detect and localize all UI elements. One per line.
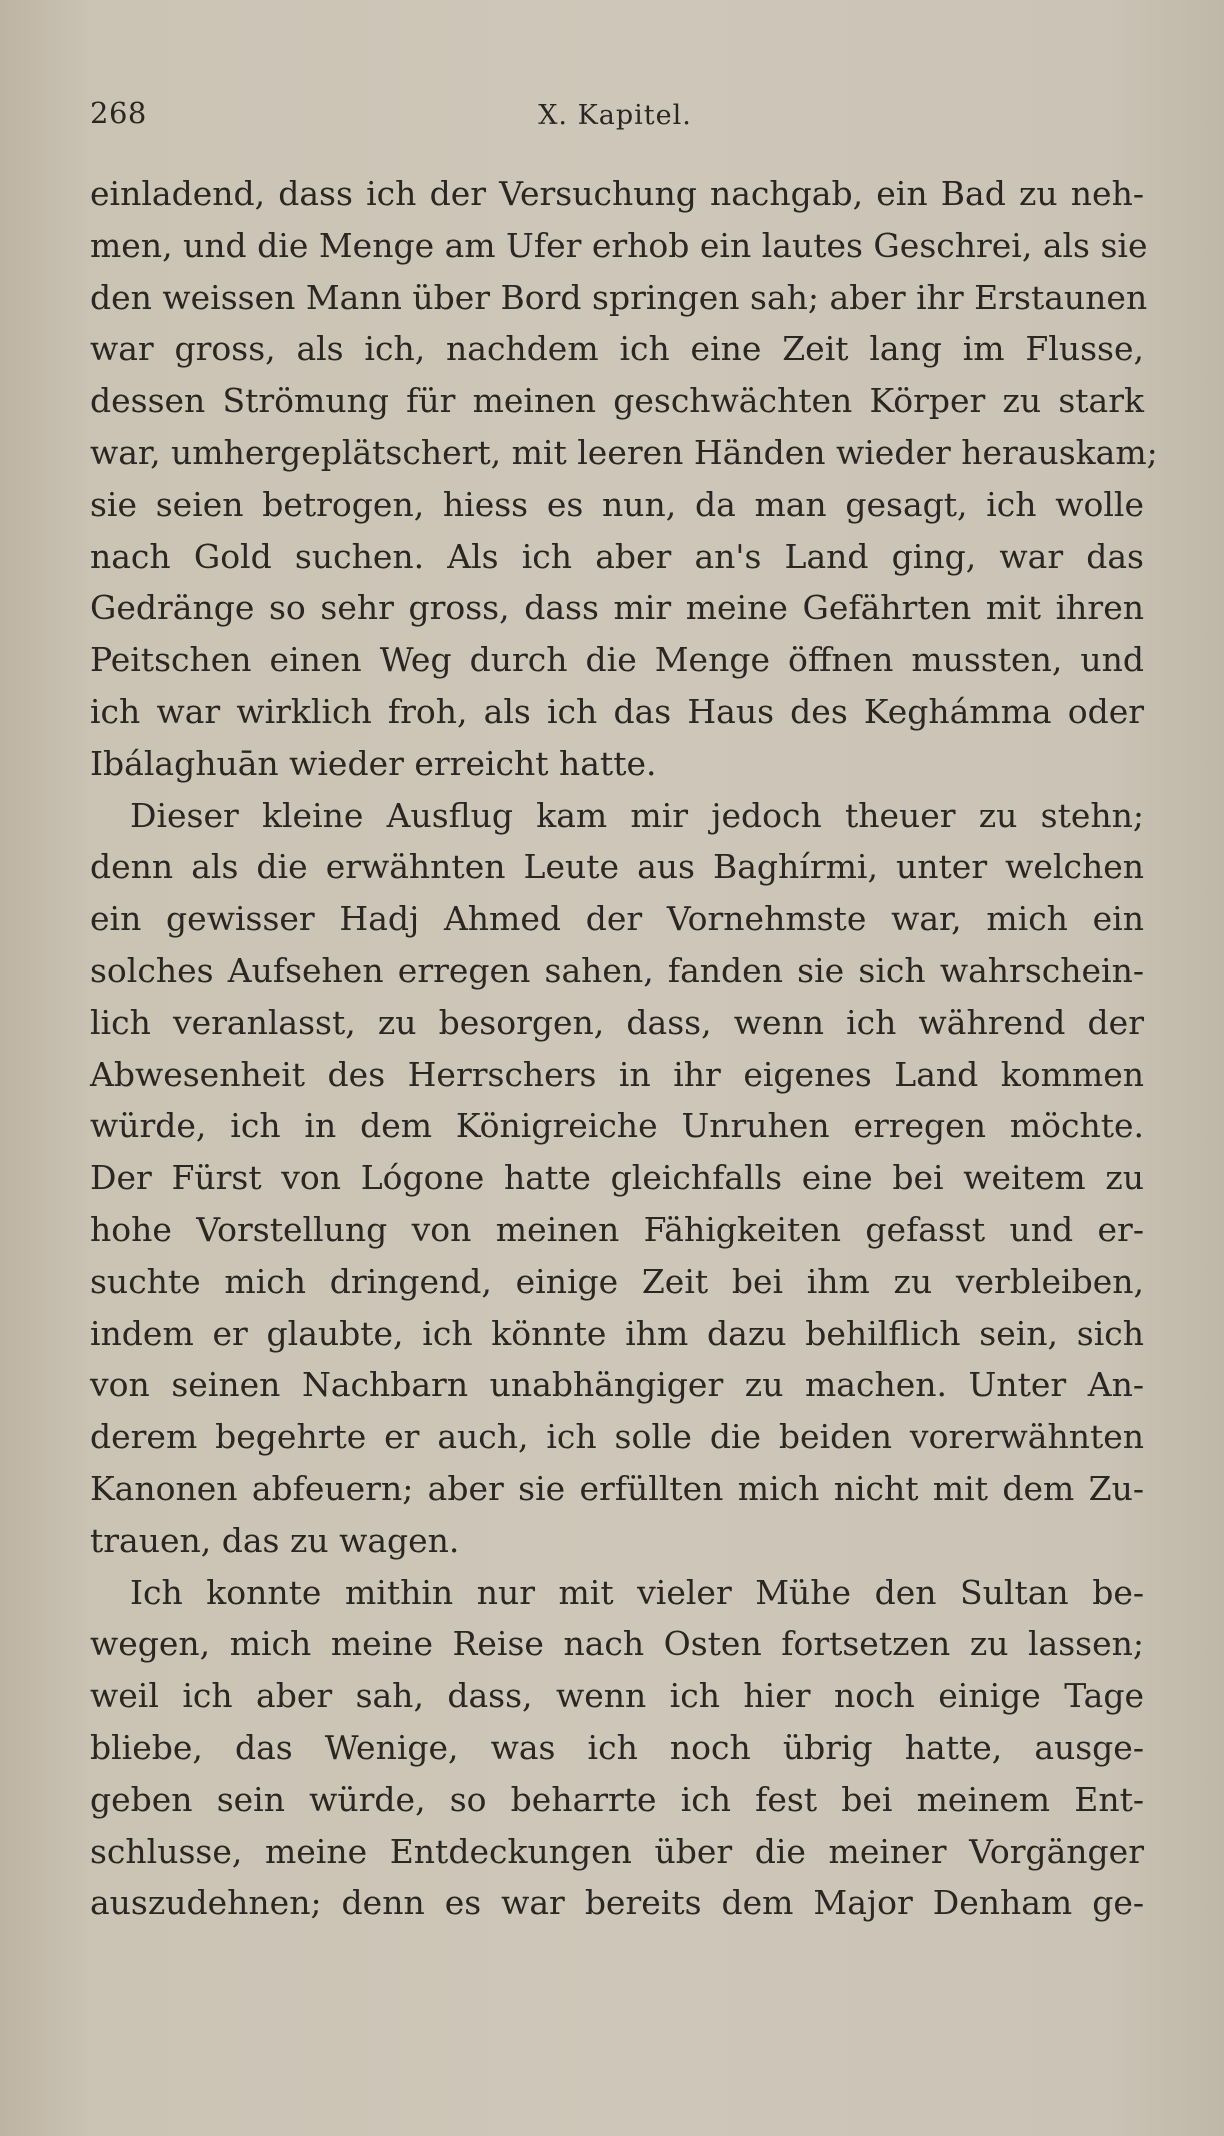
text-line: denn als die erwähnten Leute aus Baghírmi, unter welchen: [90, 847, 1144, 887]
text-line: weil ich aber sah, dass, wenn ich hier noch einige Tage: [90, 1676, 1144, 1716]
text-line: Ich konnte mithin nur mit vieler Mühe den Sultan be-: [130, 1572, 1144, 1612]
text-line: lich veranlasst, zu besorgen, dass, wenn ich während der: [90, 1002, 1144, 1042]
body-text: [90, 168, 1158, 1929]
page-number: 268: [90, 96, 147, 130]
text-line: suchte mich dringend, einige Zeit bei ihm zu verbleiben,: [90, 1261, 1144, 1301]
text-line: wegen, mich meine Reise nach Osten fortsetzen zu lassen;: [90, 1624, 1144, 1664]
text-line: Ibálaghuān wieder erreicht hatte.: [90, 743, 657, 783]
text-line: nach Gold suchen. Als ich aber an's Land ging, war das: [90, 536, 1144, 576]
text-line: den weissen Mann über Bord springen sah; aber ihr Erstaunen: [90, 277, 1148, 317]
text-line: war, umhergeplätschert, mit leeren Händen wieder herauskam;: [90, 432, 1158, 472]
text-line: ein gewisser Hadj Ahmed der Vornehmste war, mich ein: [90, 899, 1144, 939]
text-line: Gedränge so sehr gross, dass mir meine Gefährten mit ihren: [90, 588, 1144, 628]
text-line: dessen Strömung für meinen geschwächten Körper zu stark: [90, 381, 1144, 421]
text-line: von seinen Nachbarn unabhängiger zu machen. Unter An-: [90, 1365, 1144, 1405]
text-line: würde, ich in dem Königreiche Unruhen erregen möchte.: [90, 1106, 1144, 1146]
text-line: trauen, das zu wagen.: [90, 1520, 460, 1560]
text-line: schlusse, meine Entdeckungen über die meiner Vorgänger: [90, 1831, 1144, 1871]
text-line: auszudehnen; denn es war bereits dem Major Denham ge-: [90, 1883, 1144, 1923]
text-line: derem begehrte er auch, ich solle die beiden vorerwähnten: [90, 1417, 1144, 1457]
text-line: Peitschen einen Weg durch die Menge öffnen mussten, und: [90, 640, 1144, 680]
text-line: solches Aufsehen erregen sahen, fanden sie sich wahrschein-: [90, 950, 1144, 990]
running-title: X. Kapitel.: [538, 100, 692, 131]
text-line: sie seien betrogen, hiess es nun, da man gesagt, ich wolle: [90, 484, 1144, 524]
text-line: hohe Vorstellung von meinen Fähigkeiten gefasst und er-: [90, 1209, 1144, 1249]
text-line: geben sein würde, so beharrte ich fest bei meinem Ent-: [90, 1779, 1144, 1819]
text-line: bliebe, das Wenige, was ich noch übrig hatte, ausge-: [90, 1727, 1144, 1767]
text-line: Abwesenheit des Herrschers in ihr eigenes Land kommen: [90, 1054, 1144, 1094]
text-line: Dieser kleine Ausflug kam mir jedoch theuer zu stehn;: [130, 795, 1144, 835]
text-line: Kanonen abfeuern; aber sie erfüllten mich nicht mit dem Zu-: [90, 1468, 1144, 1508]
text-line: ich war wirklich froh, als ich das Haus des Keghámma oder: [90, 691, 1144, 731]
text-line: einladend, dass ich der Versuchung nachgab, ein Bad zu neh-: [90, 174, 1144, 213]
text-line: men, und die Menge am Ufer erhob ein lautes Geschrei, als sie: [90, 225, 1148, 265]
text-line: war gross, als ich, nachdem ich eine Zeit lang im Flusse,: [90, 329, 1144, 369]
text-line: indem er glaubte, ich könnte ihm dazu behilflich sein, sich: [90, 1313, 1144, 1353]
text-line: Der Fürst von Lógone hatte gleichfalls eine bei weitem zu: [90, 1158, 1144, 1198]
page-header: [90, 96, 1140, 136]
